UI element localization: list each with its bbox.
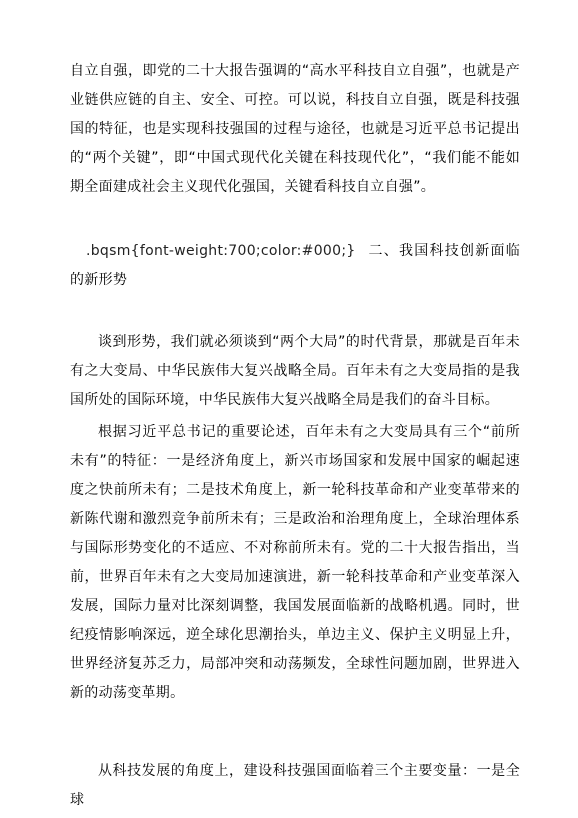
css-code-artifact: .bqsm{font-weight:700;color:#000;} [86,243,356,259]
section-heading-text: 二、我国科技创新面临的新形势 [70,243,520,288]
section-heading [70,237,520,295]
paragraph-unprecedented-changes: 根据习近平总书记的重要论述，百年未有之大变局具有三个“前所未有”的特征：一是经济角度上，新兴市场国家和发展中国家的崛起速度之快前所未有；二是技术角度上，新一轮科技革命和产业变革带来的新陈代谢和激烈竞争前所未有；三是政治和治理角度上，全球治理体系与国际形势变化的不适应、不对称前所未有。党的二十大报告指出，当前，世界百年未有之大变局加速演进，新一轮科技革命和产业变革深入发展，国际力量对比深刻调整，我国发展面临新的战略机遇。同时，世纪疫情影响深远，逆全球化思潮抬头，单边主义、保护主义明显上升，世界经济复苏乏力，局部冲突和动荡频发，全球性问题加剧，世界进入新的动荡变革期。 [70,424,520,701]
paragraph-two-overall-situations: 谈到形势，我们就必须谈到“两个大局”的时代背景，那就是百年未有之大变局、中华民族伟大复兴战略全局。百年未有之大变局指的是我国所处的国际环境，中华民族伟大复兴战略全局是我们的奋斗目标。 [70,334,520,408]
paragraph-three-variables: 从科技发展的角度上，建设科技强国面临着三个主要变量：一是全球 [70,763,520,808]
paragraph-self-reliance: 自立自强，即党的二十大报告强调的“高水平科技自立自强”，也就是产业链供应链的自主、安全、可控。可以说，科技自立自强，既是科技强国的特征，也是实现科技强国的过程与途径，也就是习近平总书记提出的“两个关键”，即“中国式现代化关键在科技现代化”，“我们能不能如期全面建成社会主义现代化强国，关键看科技自立自强”。 [70,63,520,195]
